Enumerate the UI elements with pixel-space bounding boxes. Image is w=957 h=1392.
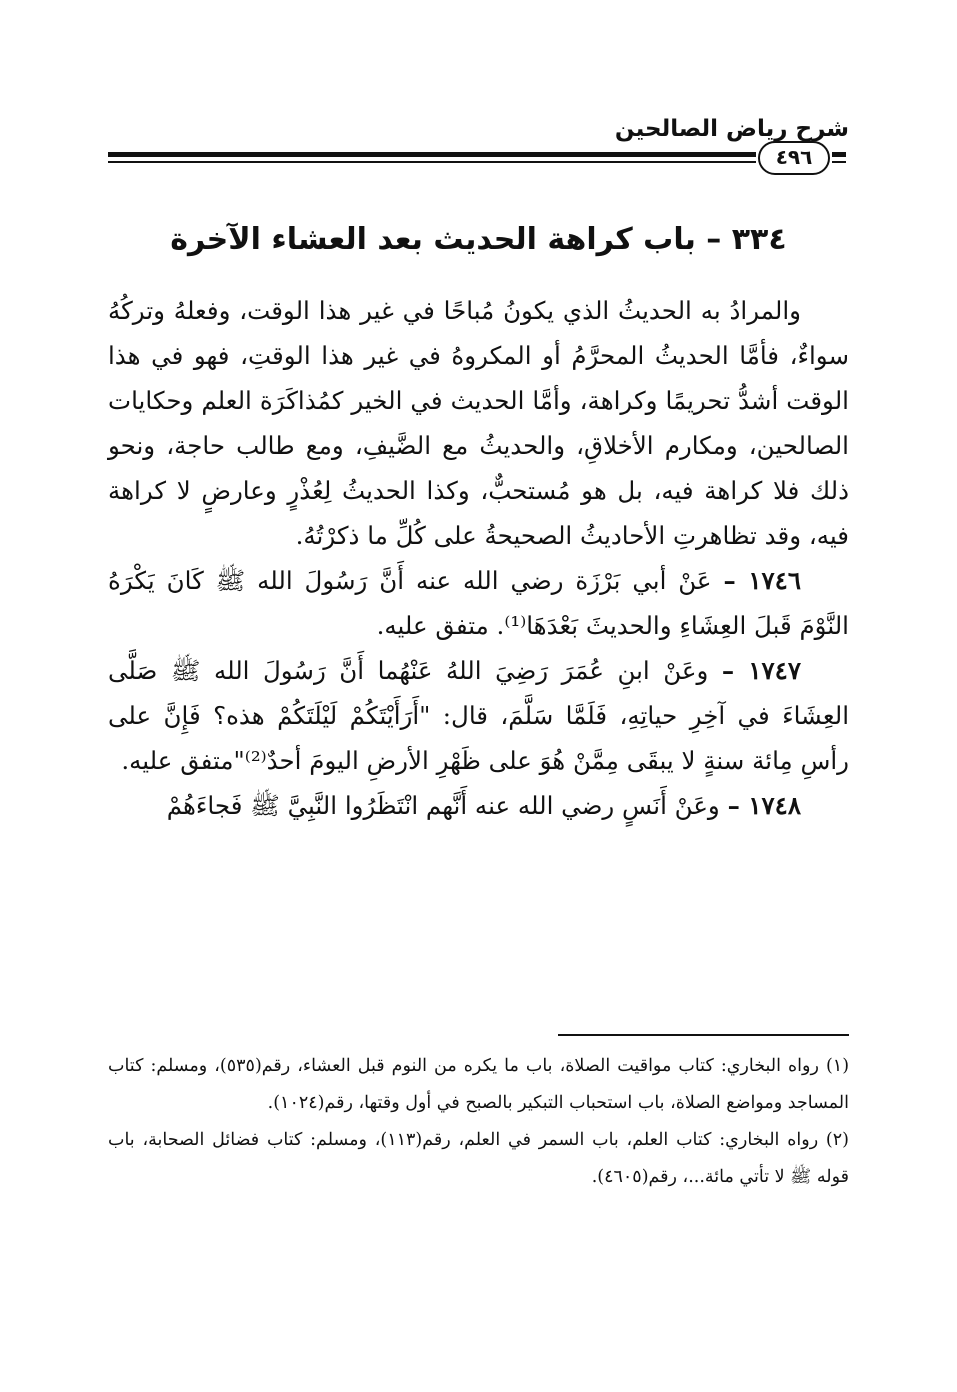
hadith-number: ١٧٤٨ – [727, 791, 801, 820]
hadith-number: ١٧٤٦ – [723, 566, 801, 595]
body-text [108, 288, 849, 828]
header-rule-thick-right [832, 152, 846, 157]
footnotes [108, 1048, 849, 1196]
footnote-2: (٢) رواه البخاري: كتاب العلم، باب السمر في العلم، رقم(١١٣)، ومسلم: كتاب فضائل الصحابة، باب قوله ﷺ لا تأتي مائة...، رقم(٤٦٠٥). [108, 1130, 849, 1187]
running-header-book-title: شرح رياض الصالحين [614, 116, 849, 142]
hadith-text: وعَنْ ابنِ عُمَرَ رَضِيَ اللهُ عَنْهُما أَنَّ رَسُولَ الله ﷺ صَلَّى العِشَاءَ في آخِرِ حياتِهِ، فَلَمَّا سَلَّمَ، قال: "أَرَأَيْتَكُمْ لَيْلَتَكُمْ هذه؟ فَإِنَّ على رأسِ مِائة سنةٍ لا يبقَى مِمَّنْ هُوَ على ظَهْرِ الأرضِ اليومَ أحدٌ⁽²⁾"متفق عليه. [108, 656, 849, 775]
hadith-number: ١٧٤٧ – [721, 656, 801, 685]
header-rule-thick [108, 152, 756, 157]
header-rule-thin [108, 161, 756, 163]
chapter-title: ٣٣٤ – باب كراهة الحديث بعد العشاء الآخرة [170, 222, 787, 257]
footnote-1: (١) رواه البخاري: كتاب مواقيت الصلاة، باب ما يكره من النوم قبل العشاء، رقم(٥٣٥)، ومسلم: كتاب المساجد ومواضع الصلاة، باب استحباب التبكير بالصبح في أول وقتها، رقم(١٠٢٤). [108, 1056, 850, 1113]
page-number-badge: ٤٩٦ [758, 141, 830, 175]
hadith-text: وعَنْ أَنَسٍ رضي الله عنه أَنَّهم انْتَظَرُوا النَّبِيَّ ﷺ فَجاءَهُمْ [166, 791, 720, 820]
footnote-separator [558, 1034, 849, 1036]
intro-paragraph: والمرادُ به الحديثُ الذي يكونُ مُباحًا في غير هذا الوقت، وفعلهُ وتركُهُ سواءٌ، فأمَّا الحديثُ المحرَّمُ أو المكروهُ في غير هذا الوقتِ، فهو في هذا الوقت أشدُّ تحريمًا وكراهة، وأمَّا الحديث في الخير كمُذاكَرَة العلم وحكايات الصالحين، ومكارم الأخلاقِ، والحديثُ مع الضَّيفِ، ومع طالب حاجة، ونحو ذلك فلا كراهة فيه، بل هو مُستحبٌّ، وكذا الحديثُ لِعُذْرٍ وعارضٍ لا كراهة فيه، وقد تظاهرتِ الأحاديثُ الصحيحةُ على كُلِّ ما ذكرْتُهُ. [108, 296, 849, 550]
header-rule-thin-right [832, 161, 846, 163]
hadith-1746 [108, 558, 849, 648]
hadith-1748 [108, 783, 849, 828]
hadith-text: عَنْ أبي بَرْزَة رضي الله عنه أَنَّ رَسُولَ الله ﷺ كَانَ يَكْرَهُ النَّوْمَ قَبلَ العِشَاءِ والحديثَ بَعْدَهَا⁽¹⁾. متفق عليه. [108, 566, 849, 640]
hadith-1747 [108, 648, 849, 783]
